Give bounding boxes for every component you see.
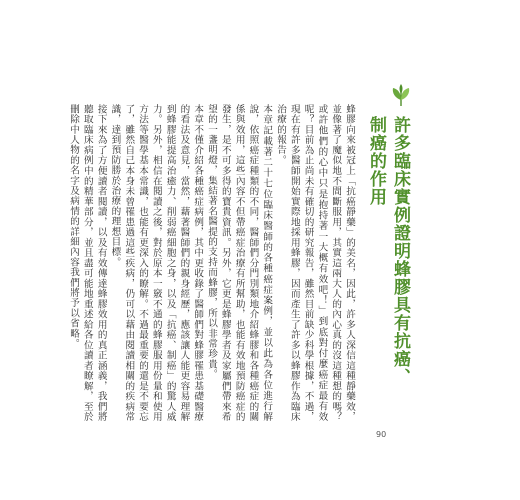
- paragraph-4: 接下來為了方便讀者閱讀，以及有效傳達蜂膠效用的真正涵義，我們將聽取臨床病例中的精華部分，並且盡可能地重述給各位讀者瞭解，至於刪除中人物的名字及病情的詳細內容我們將予以省略。: [68, 104, 107, 422]
- paragraph-2: 本章記載著二十七位臨床醫師的各種癌症案例，並以此為各位進行解說，依照癌症種類的不同，醫師們分門別類地介紹蜂膠和各種癌症的關係與效用，這些內容不但帶癌症治療有所幫助，也能有效地預防癌症的發生，是不可多得的寶貴資訊。另外，它更是蜂膠學者及家屬們帶來希望的一盞明燈，集結著名醫提的支持而蜂膠，所以非常珍貴。: [206, 104, 273, 422]
- paragraph-3: 本章不僅介紹各種癌症病例，其中更收錄了醫師們對蜂膠罹患基礎醫療的看法及意見，當然，藉著醫師們的親身經歷，應該讓人能更容易理解到蜂膠能提高治癒力、削弱癌細胞之身，以及「抗癌、制癌」的驚人威力。另外，相信在閱讀之後，對於原本一竅不通的蜂膠服用份量和使用方法等醫學基本常識，也能有更深入的瞭解。不過最重要的還是不要忘了，雖然自己本身未曾罹患過這些疾病，仍可以藉由閱讀相關的疾病常識，達到預防勝於治療的理想目標。: [109, 104, 204, 422]
- chapter-title-line-2: 制癌的作用: [366, 116, 386, 206]
- page-number: 90: [376, 430, 387, 439]
- chapter-title-line-1: 許多臨床實例證明蜂膠具有抗癌、: [390, 116, 410, 386]
- leaf-icon: [388, 82, 414, 108]
- paragraph-1: 蜂膠向來被冠上「抗癌靜藥」的美名，因此，許多人深信這種靜藥效，並像著了魔似地不間斷服用，其實這兩大人的內心真的沒這種想的嗎？或許他們的心中只是抱持著一大概有效吧！」到底對付麼癌症最有效呢？目前為止尚未有確切的研究報告，雖然目前缺少科學根據，不過，現在有許多醫師開始實際地採用蜂膠，因而產生了許多以蜂膠作為臨床治療的報告。: [275, 104, 355, 422]
- chapter-title: [364, 116, 412, 386]
- body-text: [66, 104, 356, 422]
